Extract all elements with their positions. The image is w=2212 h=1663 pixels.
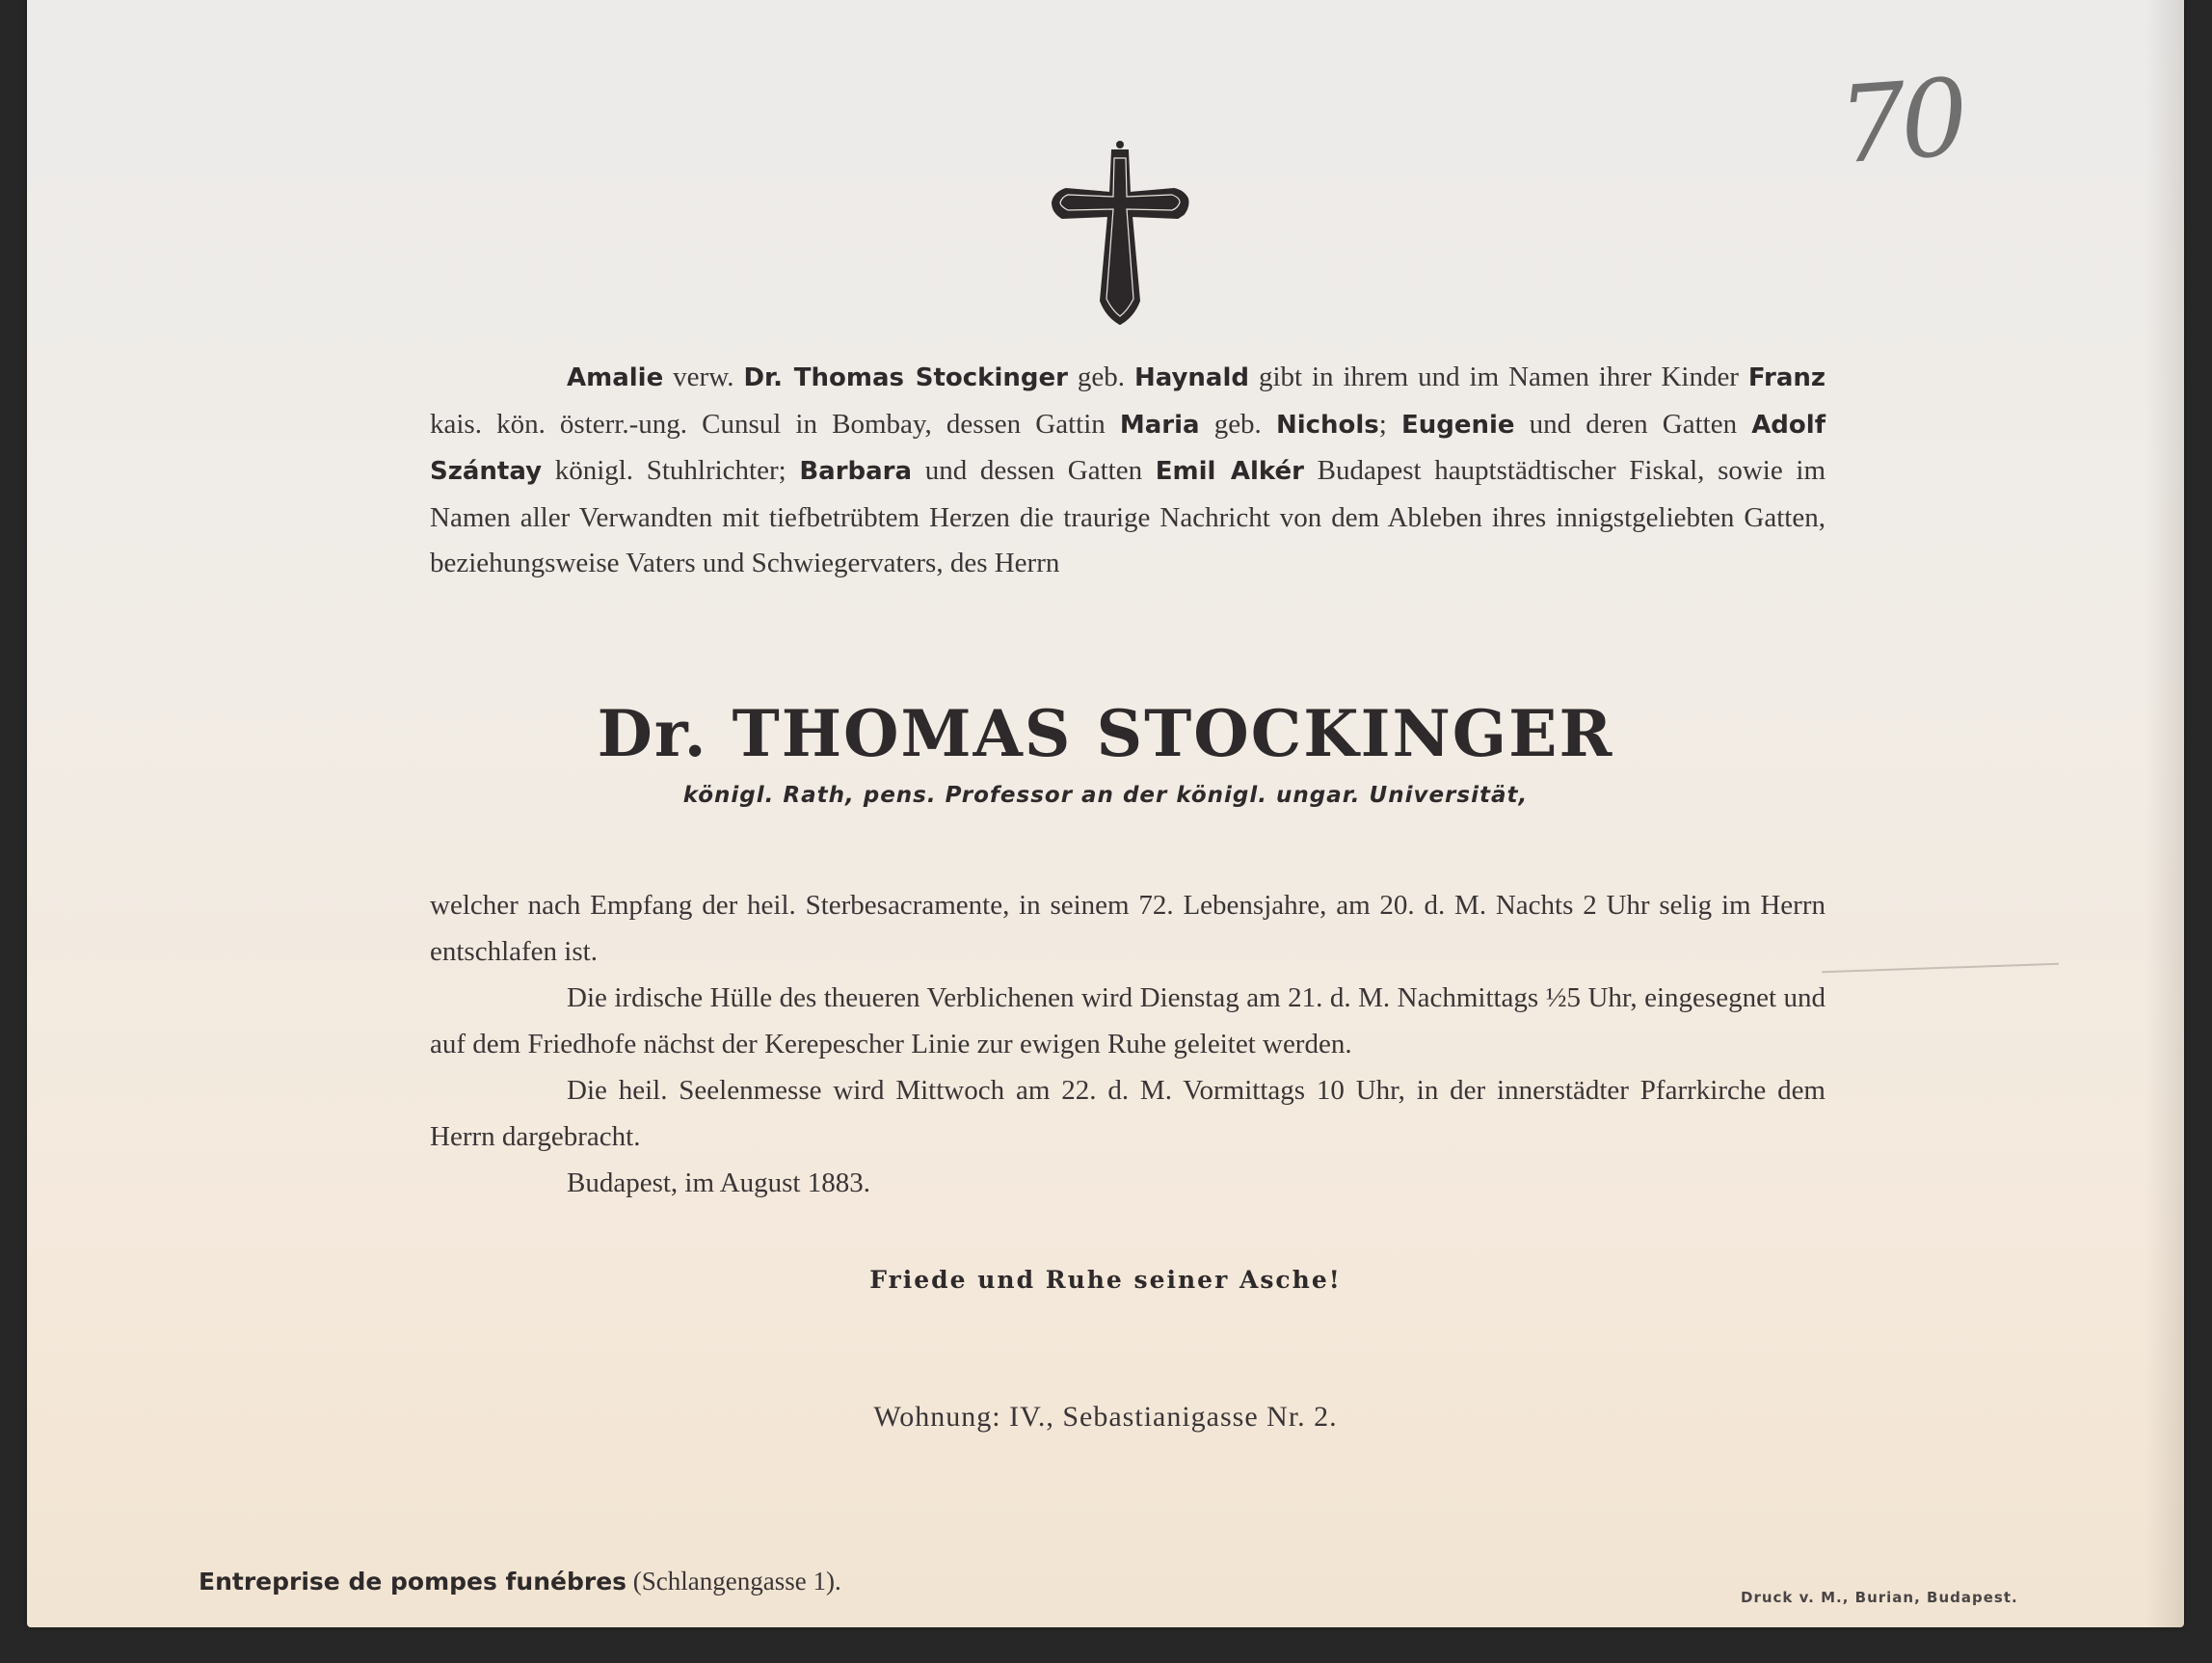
text-fragment: königl. Stuhlrichter; bbox=[542, 455, 800, 486]
deceased-name-heading: Dr. THOMAS STOCKINGER bbox=[597, 696, 1614, 771]
text-fragment: gibt in ihrem und im Namen ihrer Kinder bbox=[1249, 362, 1748, 392]
undertaker-line bbox=[199, 1567, 841, 1596]
obituary-sheet bbox=[27, 0, 2184, 1627]
widow-name: Amalie bbox=[567, 363, 664, 392]
text-fragment: Budapest hauptstädtischer Fiskal, sowie im Namen aller Verwandten mit tiefbetrübtem Herzen die traurige Nachricht von dem Ableben ihres innigstgeliebten Gatten, beziehungsweise Vaters und Schwiegervaters, des Herrn bbox=[430, 455, 1826, 578]
text-fragment: und dessen Gatten bbox=[912, 455, 1156, 486]
funeral-paragraph: Die irdische Hülle des theueren Verblichenen wird Dienstag am 21. d. M. Nachmittags ½5 Uhr, eingesegnet und auf dem Friedhofe nächst der Kerepescher Linie zur ewigen Ruhe geleitet werden. bbox=[430, 982, 1826, 1059]
cross-icon bbox=[1047, 137, 1193, 326]
husband-name: Dr. Thomas Stockinger bbox=[743, 363, 1068, 392]
maiden-name: Haynald bbox=[1133, 363, 1249, 392]
intro-paragraph bbox=[430, 355, 1826, 587]
text-fragment: verw. bbox=[663, 362, 744, 392]
text-fragment: ; bbox=[1378, 408, 1401, 440]
place-date-line: Budapest, im August 1883. bbox=[567, 1167, 870, 1198]
daughter1-name: Eugenie bbox=[1400, 410, 1515, 440]
text-fragment: geb. bbox=[1199, 408, 1276, 440]
daughter2-husband-name: Emil Alkér bbox=[1155, 457, 1304, 486]
pen-stroke bbox=[1822, 963, 2059, 974]
closing-blessing: Friede und Ruhe seiner Asche! bbox=[869, 1266, 1342, 1294]
son-name: Franz bbox=[1747, 363, 1826, 392]
text-fragment: und deren Gatten bbox=[1514, 408, 1752, 440]
details-block bbox=[430, 882, 1826, 1206]
son-wife-first-name: Maria bbox=[1119, 410, 1200, 440]
undertaker-name: Entreprise de pompes funébres bbox=[199, 1568, 627, 1596]
daughter2-name: Barbara bbox=[799, 457, 913, 486]
text-fragment: kais. kön. österr.-ung. Cunsul in Bombay, dessen Gattin bbox=[430, 408, 1120, 440]
death-paragraph: welcher nach Empfang der heil. Sterbesacramente, in seinem 72. Lebensjahre, am 20. d. M. Nachts 2 Uhr selig im Herrn entschlafen ist. bbox=[430, 890, 1826, 967]
undertaker-location: (Schlangengasse 1). bbox=[626, 1567, 841, 1596]
handwritten-page-number: 70 bbox=[1834, 55, 1967, 188]
son-wife-maiden-name: Nichols bbox=[1275, 410, 1379, 440]
mass-paragraph: Die heil. Seelenmesse wird Mittwoch am 22. d. M. Vormittags 10 Uhr, in der innerstädter Pfarrkirche dem Herrn dargebracht. bbox=[430, 1075, 1826, 1152]
printer-imprint: Druck v. M., Burian, Budapest. bbox=[1741, 1589, 2018, 1606]
residence-address: Wohnung: IV., Sebastianigasse Nr. 2. bbox=[873, 1401, 1338, 1433]
paper-edge-shadow bbox=[2145, 0, 2184, 1627]
deceased-title: königl. Rath, pens. Professor an der königl. ungar. Universität, bbox=[682, 783, 1529, 808]
daughter1-husband-name: Adolf Szántay bbox=[430, 410, 1826, 486]
text-fragment: geb. bbox=[1067, 362, 1134, 392]
